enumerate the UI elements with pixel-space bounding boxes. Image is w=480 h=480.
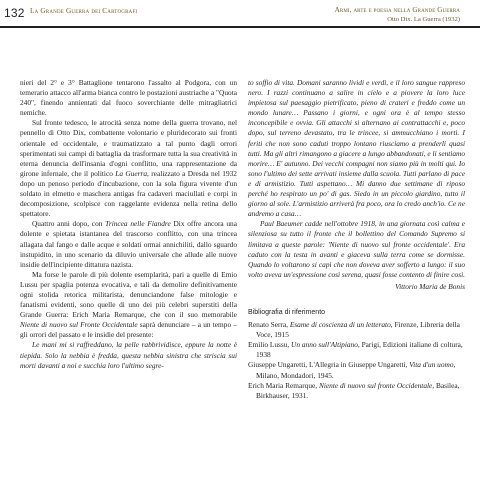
page-number: 132 — [4, 6, 25, 20]
paragraph-4-a: Ma forse le parole di più dolente esemplarità, pari a quelle di Emio Lussu per spaglia potenza evocativa, e tali da demolire definitivamente ogni stolida retorica militarista, denunciandone false mitologie e fanatismi evidenti, sono quelle di uno dei più celebri superstiti della Grande Guerra: Erich Maria Remarque, che con il suo memorabile — [20, 269, 237, 320]
artwork-title-trincea: Trincea nelle Fiandre — [105, 219, 171, 229]
running-head-right-title: Armi, arte e poesia nella Grande Guerra — [334, 6, 460, 14]
bib-publisher: , Parigi, Edizioni italiane di coltura, 1938 — [256, 340, 463, 360]
left-text-column — [20, 78, 237, 371]
quote-start: Le mani mi si raffreddano, la pelle rabbrividisce, eppure la notte è tiepida. Solo la nebbia è fredda, questa nebbia sinistra che striscia sui morti davanti a noi e succhia loro l'ultimo segre- — [20, 340, 237, 370]
bib-publisher: , Basilea, Birkhauser, 1931. — [256, 380, 460, 400]
author-signature: Vittorio Maria de Bonis — [395, 281, 465, 291]
bib-title: Un anno sull'Altipiano — [291, 340, 358, 350]
bib-title: Esame di coscienza di un letterato — [289, 320, 391, 330]
paragraph-4 — [20, 270, 237, 341]
paragraph-3-b: Dix offre ancora una dolente e spietata istantanea del trascorso conflitto, con una trincea allagata dal fango e dalle acque e soldati ormai annichiliti, dallo sguardo instupidito, in uno scenario da diluvio universale che allude alle nuove insidie dell'incipiente dittatura nazista. — [20, 219, 237, 269]
running-head-left: La Grande Guerra dei Cartografi — [30, 7, 138, 15]
bib-title: Vita d'un uomo — [409, 360, 454, 370]
bibliography-title: Bibliografia di riferimento — [248, 308, 326, 316]
running-head-right-subtitle: Otto Dix. La Guerra (1932) — [387, 16, 460, 23]
quote-epilogue: Paul Baeumer cadde nell'ottobre 1918, in una giornata così calma e silenziosa su tutto il fronte che il bollettino del Comando Supremo si limitava a queste parole: 'Niente di nuovo sul fronte occidentale'. Era caduto con la testa in avanti e giaceva sulla terra come se dormisse. Quando lo voltarono si capì che non doveva aver sofferto a lungo: il suo volto aveva un'espressione così serena, quasi fosse contento di finire così. — [248, 219, 465, 279]
bib-title: Niente di nuovo sul fronte Occidentale — [318, 380, 433, 390]
running-head-right — [335, 6, 460, 24]
header-rule — [0, 26, 480, 28]
bibliography-item — [248, 381, 465, 401]
paragraph-2 — [20, 118, 237, 219]
bib-publisher: , Firenze, Libreria della Voce, 1915 — [256, 320, 460, 340]
artwork-title-la-guerra: La Guerra — [115, 168, 148, 178]
bib-author: Giuseppe Ungaretti, L'Allegria in Giuseppe Ungaretti, — [248, 360, 410, 370]
quote-continuation: to soffio di vita. Domani saranno lividi e verdi, e il loro sangue rappreso nero. I razzi continuano a salire in cielo e a piovere la loro luce impietosa sul paesaggio pietrificato, pieno di crateri e freddo come un mondo lunare… Passano i giorni, e ogni ora è al tempo stesso inconcepibile e ovvia. Gli attacchi si alternano ai contrattacchi e, poco dopo, sul terreno devastato, tra le trincee, si ammucchiano i morti. I feriti che non sono caduti troppo lontano riusciamo a prenderli quasi tutti. Ma gli altri rimangono a giacere a lungo abbandonati, e li sentiamo morire… E' autunno. Dei vecchi compagni non siamo più in molti qui. Io sono l'ultimo dei sette arrivati insieme dalla scuola. Tutti parlano di pace e di armistizio. Tutti aspettano… Mi danno due settimane di riposo perché ho respirato un po' di gas. Siedo in un piccolo giardino, tutto il giorno al sole. L'armistizio arriverà fra poco, ora lo credo anch'io. Ce ne andremo a casa… — [248, 78, 465, 219]
paragraph-2-rest: , realizzato a Dresda nel 1932 dopo un penoso periodo d'incubazione, con la sola figura vivente d'un soldato in elmetto e maschera antigas fra cadaveri maciullati e corpi in decomposizione, scolpisce con raggelante evidenza nella retina dello spettatore. — [20, 168, 237, 219]
paragraph-3-a: Quattro anni dopo, con — [32, 219, 106, 229]
bibliography-item — [248, 340, 465, 360]
paragraph-3 — [20, 219, 237, 269]
bibliography-item — [248, 360, 465, 380]
bibliography-list — [248, 320, 465, 401]
paragraph-2-text: Sul fronte tedesco, le atrocità senza nome della guerra trovano, nel pennello di Otto Dix, combattente volontario e pluridecorato sui fronti orientale ed occidentale, e traumatizzato a tal punto dagli orrori sperimentati sui campi di battaglia da trasformare tutta la sua creatività in eterna denuncia dell'insania d'ogni conflitto, una rappresentazione da girone infernale, che il politico — [20, 118, 237, 178]
bib-author: Erich Maria Remarque, — [248, 380, 319, 390]
bib-publisher: , Milano, Mondadori, 1945. — [256, 360, 456, 380]
paragraph-4-b: saprà denunciare – a un tempo – gli orrori del passato e le insidie del presente: — [20, 320, 237, 340]
bibliography-item — [248, 320, 465, 340]
book-title-niente-di-nuovo: Niente di nuovo sul Fronte Occidentale — [20, 320, 138, 330]
paragraph-1: nieri del 2° e 3° Battaglione tentarono l'assalto al Podgora, con un temerario attacco all'arma bianca contro le postazioni austriache a "Quota 240", finendo annientati dal fuoco soverchiante delle mitragliatrici nemiche. — [20, 78, 237, 118]
bib-author: Emilio Lussu, — [248, 340, 292, 350]
right-text-column — [248, 78, 465, 401]
bib-author: Renato Serra, — [248, 320, 290, 330]
